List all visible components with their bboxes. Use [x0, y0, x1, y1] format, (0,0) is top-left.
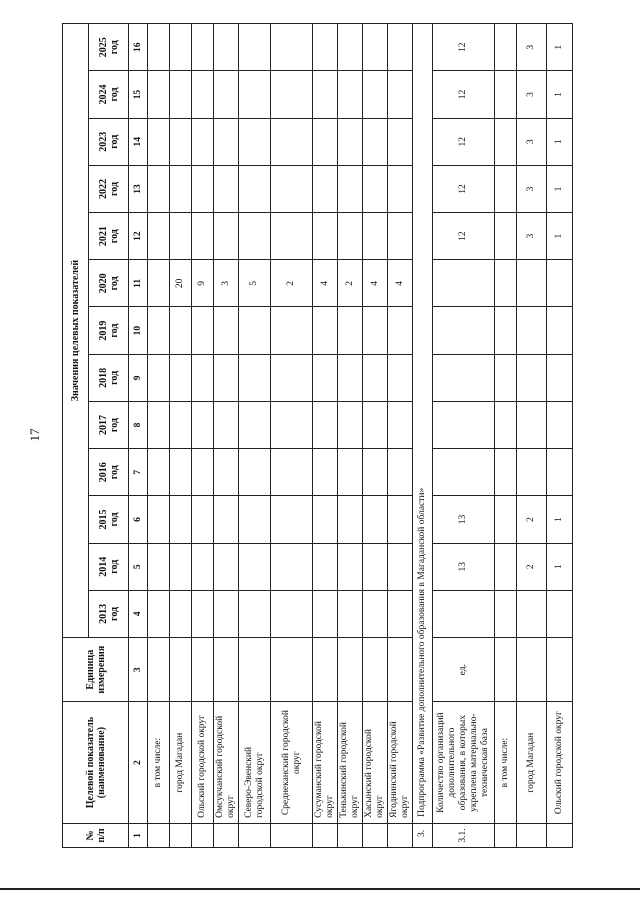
- indicator-name: в том числе:: [148, 702, 170, 824]
- value-cell: [363, 401, 388, 448]
- value-cell: [495, 449, 517, 496]
- rotated-table-container: [62, 23, 592, 848]
- unit-cell: [338, 638, 363, 702]
- value-cell: 20: [170, 260, 192, 307]
- value-cell: [170, 354, 192, 401]
- value-cell: [192, 24, 214, 71]
- row-number: [192, 823, 214, 847]
- value-cell: [388, 71, 413, 118]
- value-cell: [338, 590, 363, 637]
- unit-cell: [148, 638, 170, 702]
- column-number: 12: [129, 213, 148, 260]
- value-cell: [495, 590, 517, 637]
- value-cell: [239, 165, 271, 212]
- header-year: 2013 год: [89, 590, 129, 637]
- value-cell: [517, 590, 547, 637]
- header-year: 2017 год: [89, 401, 129, 448]
- value-cell: [363, 590, 388, 637]
- value-cell: [338, 449, 363, 496]
- indicator-name: Хасынский городской округ: [363, 702, 388, 824]
- row-number: [517, 823, 547, 847]
- value-cell: 13: [433, 496, 495, 543]
- header-year: 2015 год: [89, 496, 129, 543]
- header-year: 2021 год: [89, 213, 129, 260]
- value-cell: [239, 354, 271, 401]
- column-number: 4: [129, 590, 148, 637]
- value-cell: [388, 496, 413, 543]
- value-cell: [170, 449, 192, 496]
- header-year: 2014 год: [89, 543, 129, 590]
- value-cell: [547, 307, 573, 354]
- value-cell: [363, 71, 388, 118]
- value-cell: [214, 71, 239, 118]
- value-cell: [271, 590, 313, 637]
- value-cell: 3: [517, 213, 547, 260]
- unit-cell: [363, 638, 388, 702]
- value-cell: [271, 118, 313, 165]
- value-cell: [388, 24, 413, 71]
- indicator-name: Тенькинский городской округ: [338, 702, 363, 824]
- value-cell: [313, 543, 338, 590]
- value-cell: 1: [547, 543, 573, 590]
- value-cell: [388, 449, 413, 496]
- value-cell: [148, 590, 170, 637]
- column-number: 13: [129, 165, 148, 212]
- value-cell: [239, 543, 271, 590]
- header-unit: Единица измерения: [63, 638, 129, 702]
- indicator-name: Количество организаций дополнительного образования, в которых укреплена материально-техническая база: [433, 702, 495, 824]
- value-cell: 12: [433, 213, 495, 260]
- value-cell: [148, 260, 170, 307]
- unit-cell: [313, 638, 338, 702]
- value-cell: [192, 449, 214, 496]
- value-cell: [239, 590, 271, 637]
- header-year: 2018 год: [89, 354, 129, 401]
- value-cell: [495, 496, 517, 543]
- value-cell: [495, 24, 517, 71]
- value-cell: [214, 118, 239, 165]
- value-cell: 3: [214, 260, 239, 307]
- value-cell: [192, 401, 214, 448]
- table-row: [170, 24, 192, 848]
- indicator-name: город Магадан: [517, 702, 547, 824]
- value-cell: [338, 401, 363, 448]
- value-cell: [239, 71, 271, 118]
- row-number: [148, 823, 170, 847]
- value-cell: [517, 354, 547, 401]
- value-cell: [495, 354, 517, 401]
- value-cell: [214, 449, 239, 496]
- value-cell: [271, 71, 313, 118]
- value-cell: [148, 165, 170, 212]
- value-cell: 12: [433, 24, 495, 71]
- indicator-name: Ольский городской округ: [547, 702, 573, 824]
- target-indicators-table: [62, 23, 573, 848]
- row-number: 3.1.: [433, 823, 495, 847]
- value-cell: [148, 543, 170, 590]
- value-cell: [547, 449, 573, 496]
- value-cell: [271, 307, 313, 354]
- value-cell: [239, 496, 271, 543]
- indicator-name: в том числе:: [495, 702, 517, 824]
- header-year: 2022 год: [89, 165, 129, 212]
- row-number: [313, 823, 338, 847]
- indicator-name: Ольский городской округ: [192, 702, 214, 824]
- column-number: 8: [129, 401, 148, 448]
- value-cell: [170, 118, 192, 165]
- value-cell: [433, 354, 495, 401]
- value-cell: [517, 260, 547, 307]
- unit-cell: [214, 638, 239, 702]
- value-cell: 4: [363, 260, 388, 307]
- column-number: 5: [129, 543, 148, 590]
- value-cell: [239, 449, 271, 496]
- value-cell: [271, 449, 313, 496]
- value-cell: [363, 543, 388, 590]
- value-cell: [517, 449, 547, 496]
- value-cell: [313, 71, 338, 118]
- value-cell: [214, 496, 239, 543]
- row-number: [338, 823, 363, 847]
- value-cell: [192, 213, 214, 260]
- page-number: 17: [27, 428, 42, 442]
- header-values-group: Значения целевых показателей: [63, 24, 89, 638]
- value-cell: [433, 590, 495, 637]
- row-number: [214, 823, 239, 847]
- value-cell: [192, 354, 214, 401]
- value-cell: [388, 590, 413, 637]
- row-number: [547, 823, 573, 847]
- unit-cell: [495, 638, 517, 702]
- value-cell: 1: [547, 165, 573, 212]
- value-cell: [192, 496, 214, 543]
- value-cell: [170, 496, 192, 543]
- value-cell: [214, 165, 239, 212]
- value-cell: [170, 401, 192, 448]
- value-cell: [495, 307, 517, 354]
- value-cell: [148, 496, 170, 543]
- value-cell: [192, 71, 214, 118]
- value-cell: [495, 165, 517, 212]
- value-cell: [433, 401, 495, 448]
- value-cell: [338, 165, 363, 212]
- value-cell: [433, 260, 495, 307]
- value-cell: [338, 307, 363, 354]
- value-cell: 9: [192, 260, 214, 307]
- value-cell: 5: [239, 260, 271, 307]
- value-cell: [239, 118, 271, 165]
- value-cell: [547, 401, 573, 448]
- column-number: 6: [129, 496, 148, 543]
- value-cell: 1: [547, 118, 573, 165]
- header-year: 2016 год: [89, 449, 129, 496]
- value-cell: [148, 449, 170, 496]
- value-cell: [495, 543, 517, 590]
- value-cell: [192, 543, 214, 590]
- value-cell: [363, 165, 388, 212]
- table-row: [313, 24, 338, 848]
- column-number: 10: [129, 307, 148, 354]
- value-cell: [192, 165, 214, 212]
- header-year: 2023 год: [89, 118, 129, 165]
- value-cell: [239, 24, 271, 71]
- value-cell: [313, 401, 338, 448]
- value-cell: [214, 24, 239, 71]
- column-number: 9: [129, 354, 148, 401]
- value-cell: 4: [313, 260, 338, 307]
- value-cell: [517, 307, 547, 354]
- value-cell: [363, 449, 388, 496]
- table-row: [214, 24, 239, 848]
- value-cell: [363, 307, 388, 354]
- column-number: 7: [129, 449, 148, 496]
- row-number: [363, 823, 388, 847]
- value-cell: [148, 118, 170, 165]
- header-num: № п/п: [63, 823, 129, 847]
- column-number: 3: [129, 638, 148, 702]
- value-cell: 3: [517, 118, 547, 165]
- value-cell: 3: [517, 165, 547, 212]
- column-number: 14: [129, 118, 148, 165]
- value-cell: [214, 307, 239, 354]
- column-number: 2: [129, 702, 148, 824]
- value-cell: [148, 307, 170, 354]
- value-cell: [338, 118, 363, 165]
- value-cell: [170, 543, 192, 590]
- value-cell: [388, 354, 413, 401]
- value-cell: 1: [547, 213, 573, 260]
- value-cell: 1: [547, 71, 573, 118]
- value-cell: [214, 213, 239, 260]
- value-cell: 4: [388, 260, 413, 307]
- value-cell: [313, 307, 338, 354]
- value-cell: 3: [517, 24, 547, 71]
- value-cell: [495, 213, 517, 260]
- value-cell: [271, 354, 313, 401]
- value-cell: [313, 213, 338, 260]
- value-cell: [271, 24, 313, 71]
- value-cell: 2: [517, 496, 547, 543]
- value-cell: 2: [338, 260, 363, 307]
- table-row: [239, 24, 271, 848]
- table-row: [271, 24, 313, 848]
- value-cell: [547, 590, 573, 637]
- table-row: [547, 24, 573, 848]
- row-number: [271, 823, 313, 847]
- value-cell: 13: [433, 543, 495, 590]
- value-cell: [214, 354, 239, 401]
- table-row: [433, 24, 495, 848]
- value-cell: [313, 449, 338, 496]
- value-cell: [388, 307, 413, 354]
- indicator-name: Омсукчанский городской округ: [214, 702, 239, 824]
- value-cell: [388, 543, 413, 590]
- value-cell: [363, 496, 388, 543]
- value-cell: [313, 354, 338, 401]
- value-cell: [495, 401, 517, 448]
- table-row: [148, 24, 170, 848]
- row-number: [239, 823, 271, 847]
- value-cell: [148, 401, 170, 448]
- value-cell: [547, 354, 573, 401]
- column-number: 1: [129, 823, 148, 847]
- subprogram-number: 3.: [413, 823, 433, 847]
- value-cell: [214, 590, 239, 637]
- unit-cell: [170, 638, 192, 702]
- value-cell: [338, 354, 363, 401]
- value-cell: [313, 165, 338, 212]
- row-number: [388, 823, 413, 847]
- value-cell: [388, 213, 413, 260]
- value-cell: [239, 213, 271, 260]
- unit-cell: [271, 638, 313, 702]
- unit-cell: [517, 638, 547, 702]
- unit-cell: [239, 638, 271, 702]
- value-cell: [170, 590, 192, 637]
- indicator-name: Северо-Эвенский городской округ: [239, 702, 271, 824]
- value-cell: 12: [433, 71, 495, 118]
- value-cell: [192, 118, 214, 165]
- value-cell: [214, 543, 239, 590]
- value-cell: [363, 213, 388, 260]
- table-row: [192, 24, 214, 848]
- value-cell: [239, 307, 271, 354]
- column-number: 16: [129, 24, 148, 71]
- unit-cell: [192, 638, 214, 702]
- value-cell: [388, 401, 413, 448]
- value-cell: [170, 165, 192, 212]
- unit-cell: ед.: [433, 638, 495, 702]
- value-cell: 2: [271, 260, 313, 307]
- value-cell: 1: [547, 24, 573, 71]
- value-cell: [148, 354, 170, 401]
- unit-cell: [547, 638, 573, 702]
- value-cell: [338, 71, 363, 118]
- value-cell: [271, 496, 313, 543]
- value-cell: [271, 213, 313, 260]
- value-cell: [271, 543, 313, 590]
- value-cell: [338, 543, 363, 590]
- value-cell: [192, 307, 214, 354]
- header-indicator: Целевой показатель (наименование): [63, 702, 129, 824]
- value-cell: [313, 118, 338, 165]
- value-cell: [239, 401, 271, 448]
- value-cell: [192, 590, 214, 637]
- value-cell: [363, 24, 388, 71]
- value-cell: [363, 354, 388, 401]
- indicator-name: Ягоднинский городской округ: [388, 702, 413, 824]
- value-cell: [495, 71, 517, 118]
- value-cell: 12: [433, 165, 495, 212]
- value-cell: [313, 590, 338, 637]
- indicator-name: город Магадан: [170, 702, 192, 824]
- value-cell: [313, 496, 338, 543]
- table-row: [517, 24, 547, 848]
- value-cell: [338, 213, 363, 260]
- row-number: [170, 823, 192, 847]
- value-cell: [388, 165, 413, 212]
- header-year: 2025 год: [89, 24, 129, 71]
- value-cell: [148, 213, 170, 260]
- value-cell: [148, 24, 170, 71]
- header-year: 2020 год: [89, 260, 129, 307]
- header-year: 2019 год: [89, 307, 129, 354]
- value-cell: [388, 118, 413, 165]
- table-row: [338, 24, 363, 848]
- value-cell: [338, 496, 363, 543]
- value-cell: [363, 118, 388, 165]
- value-cell: [433, 449, 495, 496]
- column-number: 11: [129, 260, 148, 307]
- indicator-name: Среднеканский городской округ: [271, 702, 313, 824]
- value-cell: [547, 260, 573, 307]
- value-cell: [338, 24, 363, 71]
- table-row: [363, 24, 388, 848]
- value-cell: 2: [517, 543, 547, 590]
- value-cell: [148, 71, 170, 118]
- value-cell: 12: [433, 118, 495, 165]
- page-bottom-rule: [0, 888, 640, 890]
- value-cell: [271, 165, 313, 212]
- value-cell: [517, 401, 547, 448]
- value-cell: [214, 401, 239, 448]
- value-cell: [170, 24, 192, 71]
- value-cell: 3: [517, 71, 547, 118]
- column-number: 15: [129, 71, 148, 118]
- value-cell: [313, 24, 338, 71]
- indicator-name: Сусуманский городской округ: [313, 702, 338, 824]
- table-row: [388, 24, 413, 848]
- value-cell: [170, 307, 192, 354]
- value-cell: [433, 307, 495, 354]
- value-cell: 1: [547, 496, 573, 543]
- value-cell: [495, 118, 517, 165]
- value-cell: [170, 213, 192, 260]
- unit-cell: [388, 638, 413, 702]
- row-number: [495, 823, 517, 847]
- value-cell: [170, 71, 192, 118]
- subprogram-row: [413, 24, 433, 848]
- header-year: 2024 год: [89, 71, 129, 118]
- subprogram-title: Подпрограмма «Развитие дополнительного образования в Магаданской области»: [413, 24, 433, 824]
- value-cell: [271, 401, 313, 448]
- value-cell: [495, 260, 517, 307]
- table-row: [495, 24, 517, 848]
